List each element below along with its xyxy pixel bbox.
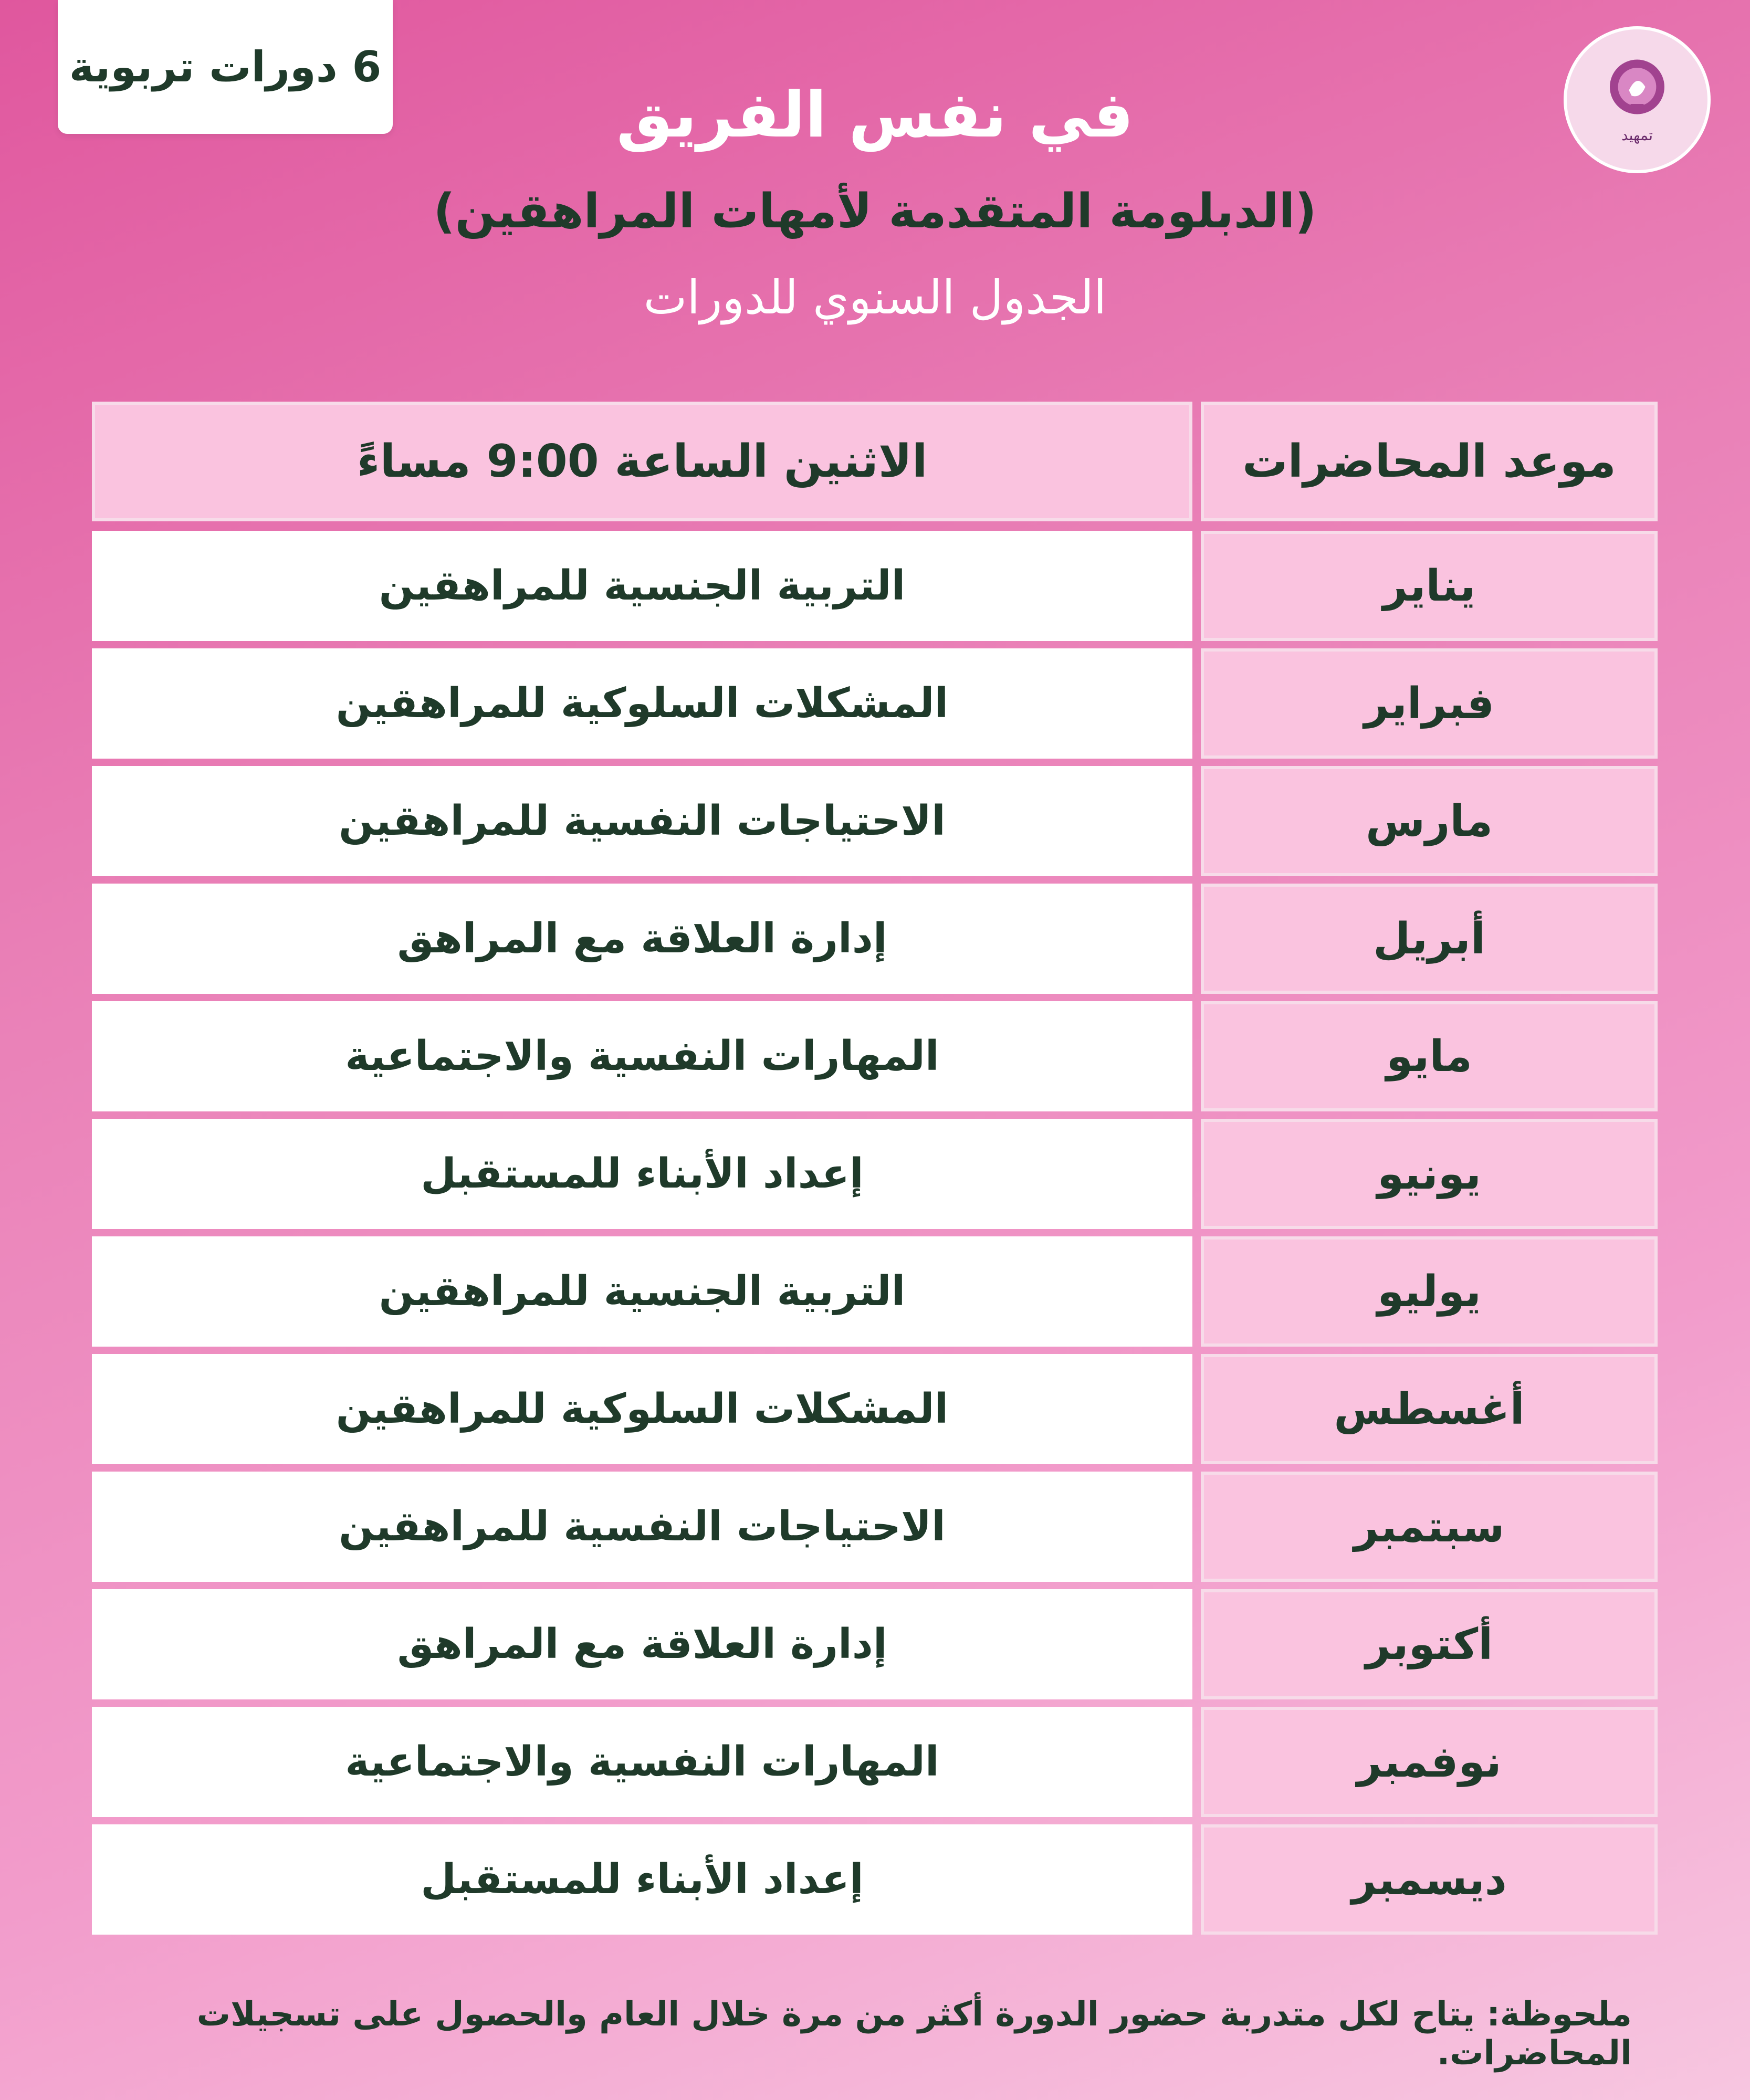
schedule-title: الجدول السنوي للدورات <box>643 270 1107 324</box>
table-row <box>92 648 1658 759</box>
footer-note: ملحوظة: يتاح لكل متدربة حضور الدورة أكثر من مرة خلال العام والحصول على تسجيلات المحاضرات. <box>196 1995 1632 2073</box>
course-cell: إعداد الأبناء للمستقبل <box>92 1824 1192 1935</box>
table-row <box>92 1707 1658 1817</box>
month-cell: يناير <box>1201 531 1658 641</box>
month-cell: ديسمبر <box>1201 1824 1658 1935</box>
course-cell: إدارة العلاقة مع المراهق <box>92 1589 1192 1699</box>
month-cell: أبريل <box>1201 884 1658 994</box>
course-cell: المهارات النفسية والاجتماعية <box>92 1707 1192 1817</box>
course-cell: إدارة العلاقة مع المراهق <box>92 884 1192 994</box>
header-course-cell: الاثنين الساعة 9:00 مساءً <box>92 402 1192 521</box>
program-title: (الدبلومة المتقدمة لأمهات المراهقين) <box>433 184 1317 239</box>
brand-logo-text: تمهيد <box>1621 126 1653 144</box>
table-row <box>92 531 1658 641</box>
course-cell: إعداد الأبناء للمستقبل <box>92 1119 1192 1229</box>
main-title: في نفس الفريق <box>616 79 1134 152</box>
month-cell: مارس <box>1201 766 1658 876</box>
course-cell: الاحتياجات النفسية للمراهقين <box>92 1472 1192 1582</box>
table-row <box>92 1236 1658 1347</box>
course-cell: المشكلات السلوكية للمراهقين <box>92 1354 1192 1464</box>
table-row <box>92 884 1658 994</box>
table-row <box>92 1824 1658 1935</box>
month-cell: أكتوبر <box>1201 1589 1658 1699</box>
schedule-table <box>92 402 1658 1942</box>
table-row <box>92 1119 1658 1229</box>
header-month-cell: موعد المحاضرات <box>1201 402 1658 521</box>
course-cell: المشكلات السلوكية للمراهقين <box>92 648 1192 759</box>
month-cell: سبتمبر <box>1201 1472 1658 1582</box>
table-row <box>92 1001 1658 1111</box>
table-header-row <box>92 402 1658 521</box>
course-cell: التربية الجنسية للمراهقين <box>92 531 1192 641</box>
table-row <box>92 766 1658 876</box>
courses-count-badge: 6 دورات تربوية <box>58 0 393 134</box>
table-row <box>92 1472 1658 1582</box>
month-cell: أغسطس <box>1201 1354 1658 1464</box>
course-cell: التربية الجنسية للمراهقين <box>92 1236 1192 1347</box>
month-cell: يونيو <box>1201 1119 1658 1229</box>
course-cell: الاحتياجات النفسية للمراهقين <box>92 766 1192 876</box>
course-cell: المهارات النفسية والاجتماعية <box>92 1001 1192 1111</box>
month-cell: يوليو <box>1201 1236 1658 1347</box>
month-cell: مايو <box>1201 1001 1658 1111</box>
month-cell: فبراير <box>1201 648 1658 759</box>
month-cell: نوفمبر <box>1201 1707 1658 1817</box>
table-row <box>92 1354 1658 1464</box>
table-row <box>92 1589 1658 1699</box>
